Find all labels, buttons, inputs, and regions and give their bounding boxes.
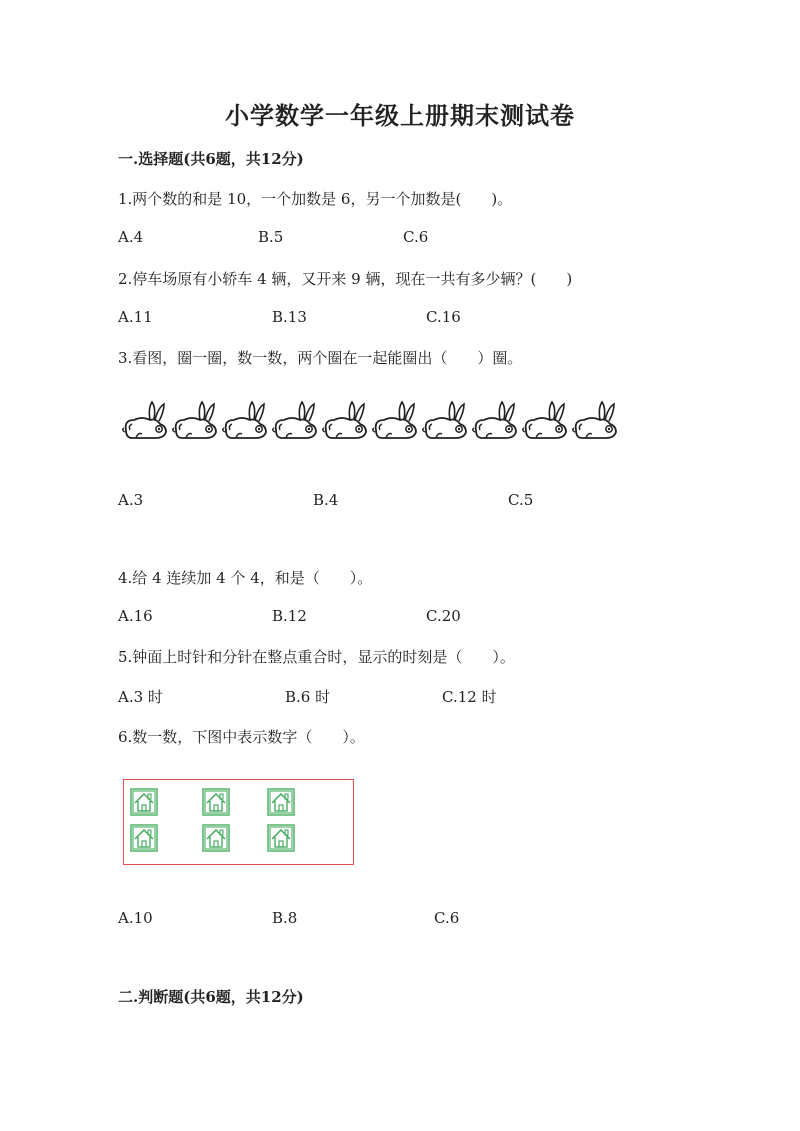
rabbits-illustration bbox=[122, 398, 622, 448]
question-6: 6.数一数，下图中表示数字（ ）。 bbox=[118, 728, 365, 746]
q5-option-a[interactable]: A.3 时 bbox=[118, 688, 163, 706]
section-heading-judgement: 二.判断题(共6题，共12分) bbox=[118, 988, 304, 1006]
q6-option-a[interactable]: A.10 bbox=[118, 909, 153, 927]
question-3: 3.看图，圈一圈，数一数，两个圈在一起能圈出（ ）圈。 bbox=[118, 349, 523, 367]
house-icon bbox=[202, 788, 230, 816]
q5-option-c[interactable]: C.12 时 bbox=[442, 688, 497, 706]
q3-option-c[interactable]: C.5 bbox=[508, 491, 534, 509]
house-icon bbox=[130, 824, 158, 852]
rabbit-icon bbox=[423, 402, 466, 438]
q4-option-b[interactable]: B.12 bbox=[272, 607, 307, 625]
question-2: 2.停车场原有小轿车 4 辆，又开来 9 辆，现在一共有多少辆？( ) bbox=[118, 270, 573, 288]
question-1: 1.两个数的和是 10，一个加数是 6，另一个加数是( )。 bbox=[118, 190, 513, 208]
question-5: 5.钟面上时针和分针在整点重合时，显示的时刻是（ ）。 bbox=[118, 648, 515, 666]
q1-option-b[interactable]: B.5 bbox=[258, 228, 284, 246]
rabbit-icon bbox=[273, 402, 316, 438]
q3-option-b[interactable]: B.4 bbox=[313, 491, 339, 509]
q3-option-a[interactable]: A.3 bbox=[118, 491, 144, 509]
q1-option-a[interactable]: A.4 bbox=[118, 228, 144, 246]
q6-option-b[interactable]: B.8 bbox=[272, 909, 298, 927]
q2-option-c[interactable]: C.16 bbox=[426, 308, 461, 326]
rabbit-icon bbox=[173, 402, 216, 438]
house-icon bbox=[267, 824, 295, 852]
houses-illustration bbox=[123, 779, 354, 865]
house-icon bbox=[202, 824, 230, 852]
rabbit-icon bbox=[523, 402, 566, 438]
q1-option-c[interactable]: C.6 bbox=[403, 228, 429, 246]
rabbits-svg bbox=[122, 398, 622, 448]
q6-option-c[interactable]: C.6 bbox=[434, 909, 460, 927]
question-4: 4.给 4 连续加 4 个 4，和是（ ）。 bbox=[118, 569, 373, 587]
rabbit-icon bbox=[323, 402, 366, 438]
house-icon bbox=[267, 788, 295, 816]
q2-option-a[interactable]: A.11 bbox=[118, 308, 153, 326]
q4-option-a[interactable]: A.16 bbox=[118, 607, 153, 625]
q4-option-c[interactable]: C.20 bbox=[426, 607, 461, 625]
house-icon bbox=[130, 788, 158, 816]
rabbit-icon bbox=[473, 402, 516, 438]
page-title: 小学数学一年级上册期末测试卷 bbox=[225, 101, 575, 130]
rabbit-icon bbox=[123, 402, 166, 438]
section-heading-choice: 一.选择题(共6题，共12分) bbox=[118, 150, 304, 168]
q2-option-b[interactable]: B.13 bbox=[272, 308, 307, 326]
q5-option-b[interactable]: B.6 时 bbox=[285, 688, 331, 706]
rabbit-icon bbox=[223, 402, 266, 438]
rabbit-icon bbox=[373, 402, 416, 438]
rabbit-icon bbox=[573, 402, 616, 438]
